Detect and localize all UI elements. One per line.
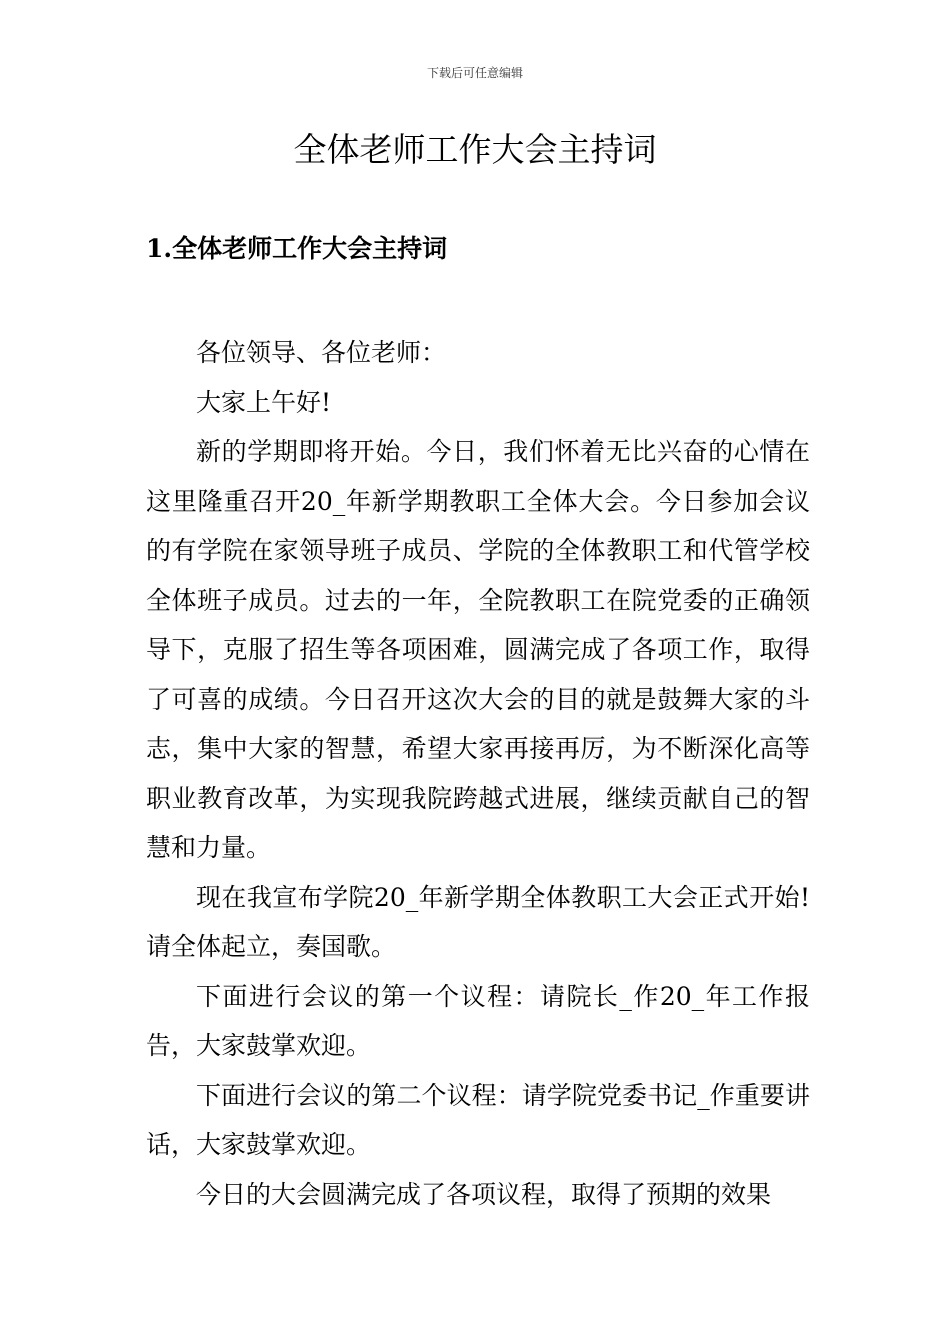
body-text — [146, 328, 810, 1219]
paragraph-agenda-one: 下面进行会议的第一个议程：请院长_作20_年工作报告，大家鼓掌欢迎。 — [146, 981, 810, 1060]
paragraph-closing: 今日的大会圆满完成了各项议程，取得了预期的效果 — [196, 1179, 772, 1209]
paragraph-greeting: 大家上午好! — [196, 387, 332, 417]
paragraph-agenda-two: 下面进行会议的第二个议程：请学院党委书记_作重要讲话，大家鼓掌欢迎。 — [146, 1080, 810, 1159]
header-note: 下载后可任意编辑 — [426, 66, 523, 80]
document-title: 全体老师工作大会主持词 — [293, 130, 657, 169]
paragraph-announcement: 现在我宣布学院20_年新学期全体教职工大会正式开始!请全体起立，奏国歌。 — [146, 882, 810, 961]
paragraph-opening: 新的学期即将开始。今日，我们怀着无比兴奋的心情在这里隆重召开20_年新学期教职工全体大会。今日参加会议的有学院在家领导班子成员、学院的全体教职工和代管学校全体班子成员。过去的一年，全院教职工在院党委的正确领导下，克服了招生等各项困难，圆满完成了各项工作，取得了可喜的成绩。今日召开这次大会的目的就是鼓舞大家的斗志，集中大家的智慧，希望大家再接再厉，为不断深化高等职业教育改革，为实现我院跨越式进展，继续贡献自己的智慧和力量。 — [146, 437, 810, 862]
section-heading: 1.全体老师工作大会主持词 — [146, 234, 448, 263]
paragraph-salutation: 各位领导、各位老师： — [196, 338, 447, 367]
